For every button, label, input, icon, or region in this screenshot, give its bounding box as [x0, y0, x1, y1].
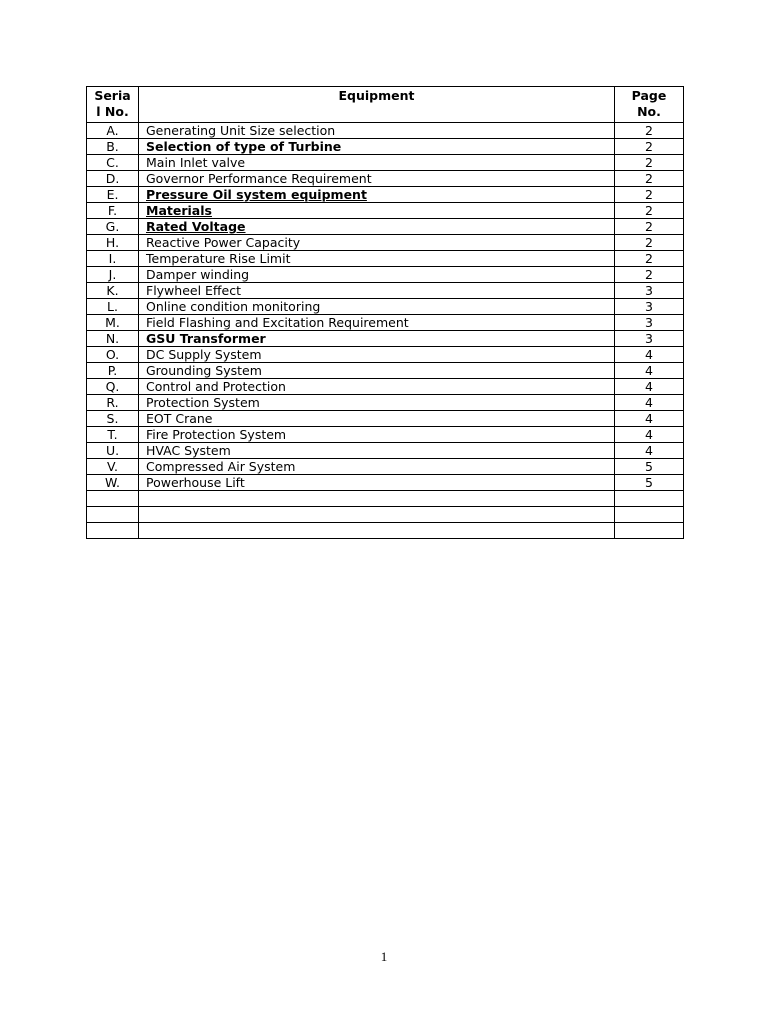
table-row — [87, 283, 684, 299]
serial-cell: W. — [87, 475, 139, 491]
equipment-cell — [139, 267, 615, 283]
page-number-cell: 2 — [615, 267, 684, 283]
serial-cell: K. — [87, 283, 139, 299]
equipment-index-table — [86, 86, 684, 539]
equipment-cell — [139, 331, 615, 347]
page-number-cell: 3 — [615, 315, 684, 331]
table-row — [87, 315, 684, 331]
page-number-cell: 4 — [615, 411, 684, 427]
table-row — [87, 363, 684, 379]
equipment-cell — [139, 171, 615, 187]
equipment-cell — [139, 219, 615, 235]
serial-cell: H. — [87, 235, 139, 251]
equipment-label: Materials — [146, 203, 212, 218]
serial-cell: I. — [87, 251, 139, 267]
equipment-label: Generating Unit Size selection — [146, 123, 336, 138]
table-row — [87, 123, 684, 139]
page-number-cell: 4 — [615, 363, 684, 379]
page-number-cell: 4 — [615, 427, 684, 443]
equipment-label: EOT Crane — [146, 411, 213, 426]
equipment-cell — [139, 427, 615, 443]
table-row — [87, 155, 684, 171]
serial-cell: D. — [87, 171, 139, 187]
equipment-cell — [139, 523, 615, 539]
equipment-cell — [139, 395, 615, 411]
equipment-label: Control and Protection — [146, 379, 286, 394]
equipment-cell — [139, 155, 615, 171]
page-number-cell: 2 — [615, 203, 684, 219]
equipment-label: Online condition monitoring — [146, 299, 321, 314]
table-row — [87, 251, 684, 267]
equipment-label: Main Inlet valve — [146, 155, 246, 170]
page-header-line2: No. — [637, 104, 661, 119]
equipment-cell — [139, 299, 615, 315]
table-row — [87, 219, 684, 235]
table-row — [87, 299, 684, 315]
serial-cell: C. — [87, 155, 139, 171]
equipment-label: HVAC System — [146, 443, 231, 458]
table-row — [87, 331, 684, 347]
table-row — [87, 171, 684, 187]
page-number-cell: 3 — [615, 283, 684, 299]
equipment-label: Fire Protection System — [146, 427, 287, 442]
table-row — [87, 523, 684, 539]
equipment-label: GSU Transformer — [146, 331, 266, 346]
serial-cell: S. — [87, 411, 139, 427]
equipment-cell — [139, 235, 615, 251]
page-number: 1 — [380, 949, 388, 964]
serial-cell — [87, 491, 139, 507]
serial-cell: O. — [87, 347, 139, 363]
table-row — [87, 187, 684, 203]
page-number-cell — [615, 523, 684, 539]
page-number-cell: 3 — [615, 331, 684, 347]
equipment-cell — [139, 139, 615, 155]
serial-cell: B. — [87, 139, 139, 155]
page-number-cell: 2 — [615, 219, 684, 235]
table-row — [87, 347, 684, 363]
table-row — [87, 491, 684, 507]
table-row — [87, 507, 684, 523]
equipment-cell — [139, 411, 615, 427]
page-number-cell: 2 — [615, 235, 684, 251]
serial-cell: M. — [87, 315, 139, 331]
serial-cell: E. — [87, 187, 139, 203]
equipment-header-label: Equipment — [338, 88, 415, 103]
equipment-cell — [139, 443, 615, 459]
page-number-cell: 2 — [615, 123, 684, 139]
equipment-cell — [139, 459, 615, 475]
page-number-cell: 2 — [615, 187, 684, 203]
page-number-cell: 2 — [615, 139, 684, 155]
serial-cell: A. — [87, 123, 139, 139]
page-number-cell: 2 — [615, 251, 684, 267]
page-number-cell: 4 — [615, 347, 684, 363]
equipment-cell — [139, 203, 615, 219]
equipment-label: DC Supply System — [146, 347, 262, 362]
page-number-cell: 4 — [615, 443, 684, 459]
equipment-cell — [139, 475, 615, 491]
serial-header-line1: Seria — [94, 88, 131, 103]
equipment-label: Rated Voltage — [146, 219, 246, 234]
serial-cell: V. — [87, 459, 139, 475]
table-row — [87, 267, 684, 283]
serial-cell — [87, 523, 139, 539]
equipment-label: Compressed Air System — [146, 459, 296, 474]
table-row — [87, 379, 684, 395]
page-number-cell: 5 — [615, 459, 684, 475]
page-number-cell: 2 — [615, 155, 684, 171]
serial-cell: Q. — [87, 379, 139, 395]
page-no-header — [615, 87, 684, 123]
equipment-label: Governor Performance Requirement — [146, 171, 372, 186]
equipment-label: Damper winding — [146, 267, 250, 282]
serial-cell: G. — [87, 219, 139, 235]
equipment-label: Flywheel Effect — [146, 283, 242, 298]
equipment-cell — [139, 283, 615, 299]
equipment-label: Protection System — [146, 395, 260, 410]
serial-cell: F. — [87, 203, 139, 219]
page-number-cell — [615, 507, 684, 523]
table-row — [87, 427, 684, 443]
equipment-cell — [139, 491, 615, 507]
serial-cell: L. — [87, 299, 139, 315]
table-body — [87, 123, 684, 539]
serial-cell: N. — [87, 331, 139, 347]
table-row — [87, 459, 684, 475]
table-row — [87, 139, 684, 155]
page-header-line1: Page — [631, 88, 667, 103]
equipment-cell — [139, 347, 615, 363]
equipment-label: Field Flashing and Excitation Requirement — [146, 315, 409, 330]
equipment-label: Temperature Rise Limit — [146, 251, 291, 266]
equipment-label: Grounding System — [146, 363, 262, 378]
equipment-cell — [139, 187, 615, 203]
equipment-label: Selection of type of Turbine — [146, 139, 342, 154]
serial-cell: J. — [87, 267, 139, 283]
table-row — [87, 203, 684, 219]
table-row — [87, 395, 684, 411]
table-row — [87, 443, 684, 459]
equipment-cell — [139, 379, 615, 395]
serial-cell: T. — [87, 427, 139, 443]
page-number-cell — [615, 491, 684, 507]
serial-no-header — [87, 87, 139, 123]
page-number-cell: 5 — [615, 475, 684, 491]
serial-cell: U. — [87, 443, 139, 459]
serial-header-line2: l No. — [96, 104, 129, 119]
table-row — [87, 411, 684, 427]
equipment-header — [139, 87, 615, 123]
equipment-cell — [139, 123, 615, 139]
page-number-cell: 2 — [615, 171, 684, 187]
page-number-cell: 4 — [615, 395, 684, 411]
serial-cell: P. — [87, 363, 139, 379]
equipment-label: Reactive Power Capacity — [146, 235, 301, 250]
page-number-cell: 3 — [615, 299, 684, 315]
table-row — [87, 475, 684, 491]
serial-cell: R. — [87, 395, 139, 411]
equipment-label: Powerhouse Lift — [146, 475, 245, 490]
equipment-label: Pressure Oil system equipment — [146, 187, 367, 202]
equipment-cell — [139, 251, 615, 267]
equipment-cell — [139, 507, 615, 523]
equipment-cell — [139, 363, 615, 379]
serial-cell — [87, 507, 139, 523]
table-row — [87, 235, 684, 251]
page-number-cell: 4 — [615, 379, 684, 395]
table-header-row — [87, 87, 684, 123]
equipment-cell — [139, 315, 615, 331]
